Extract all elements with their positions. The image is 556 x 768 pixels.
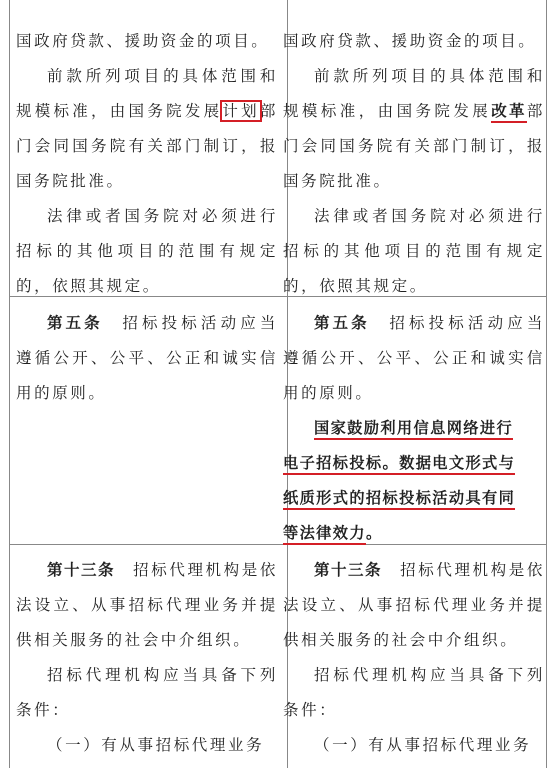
added-line-4-text: 等法律效力 (283, 524, 366, 545)
added-line-2 (283, 446, 545, 481)
article-5-heading-right: 第五条 (314, 314, 370, 332)
added-line-1 (283, 411, 545, 446)
row3-left-para2: 招标代理机构应当具备下列条件： (16, 666, 278, 719)
row2-right-para (283, 306, 545, 411)
row1-left-para2 (16, 59, 278, 199)
row1-left-para3: 法律或者国务院对必须进行招标的其他项目的范围有规定的，依照其规定。 (16, 207, 278, 295)
highlight-underline-gaige: 改革 (491, 102, 527, 123)
article-13-text-left: 招标代理机构是依法设立、从事招标代理业务并提供相关服务的社会中介组织。 (16, 561, 278, 649)
row3-right-para3: （一）有从事招标代理业务 (314, 736, 532, 754)
row1-right-para2 (283, 59, 545, 199)
article-5-added-para (283, 411, 545, 551)
article-13-heading-right: 第十三条 (314, 561, 383, 579)
article-13-heading-left: 第十三条 (47, 561, 116, 579)
row3-left-cell (16, 553, 278, 763)
row1-right-para3: 法律或者国务院对必须进行招标的其他项目的范围有规定的，依照其规定。 (283, 207, 545, 295)
added-line-1-text: 国家鼓励利用信息网络进行 (314, 419, 513, 440)
row2-left-cell (16, 306, 278, 411)
row3-right-para1 (283, 553, 545, 658)
row1-right-line1: 国政府贷款、援助资金的项目。 (283, 32, 537, 50)
comparison-table (9, 0, 547, 768)
row3-right-para2: 招标代理机构应当具备下列条件： (283, 666, 545, 719)
article-13-text-right: 招标代理机构是依法设立、从事招标代理业务并提供相关服务的社会中介组织。 (283, 561, 545, 649)
row1-right-para2-b: 部门会同国务院有关部门制订，报国务院批准。 (283, 102, 545, 190)
added-line-end: 。 (365, 524, 383, 542)
row1-right-cell (283, 24, 545, 304)
row3-right-cell (283, 553, 545, 763)
row3-left-para1 (16, 553, 278, 658)
row1-left-para2-b: 部门会同国务院有关部门制订，报国务院批准。 (16, 102, 278, 190)
row1-left-line1: 国政府贷款、援助资金的项目。 (16, 32, 270, 50)
row1-left-para2-a: 前款所列项目的具体范围和规模标准，由国务院发展 (16, 67, 278, 120)
article-5-text-right: 招标投标活动应当遵循公开、公平、公正和诚实信用的原则。 (283, 314, 545, 402)
row2-left-para (16, 306, 278, 411)
article-5-heading-left: 第五条 (47, 314, 103, 332)
added-line-4 (283, 516, 545, 551)
row1-left-cell (16, 24, 278, 304)
row1-right-para2-a: 前款所列项目的具体范围和规模标准，由国务院发展 (283, 67, 545, 120)
added-line-3 (283, 481, 545, 516)
row3-left-para3: （一）有从事招标代理业务 (47, 736, 265, 754)
highlight-box-jihua: 计划 (222, 102, 260, 120)
added-line-2-text: 电子招标投标。数据电文形式与 (283, 454, 515, 475)
added-line-3-text: 纸质形式的招标投标活动具有同 (283, 489, 515, 510)
row2-right-cell (283, 306, 545, 551)
article-5-text-left: 招标投标活动应当遵循公开、公平、公正和诚实信用的原则。 (16, 314, 278, 402)
